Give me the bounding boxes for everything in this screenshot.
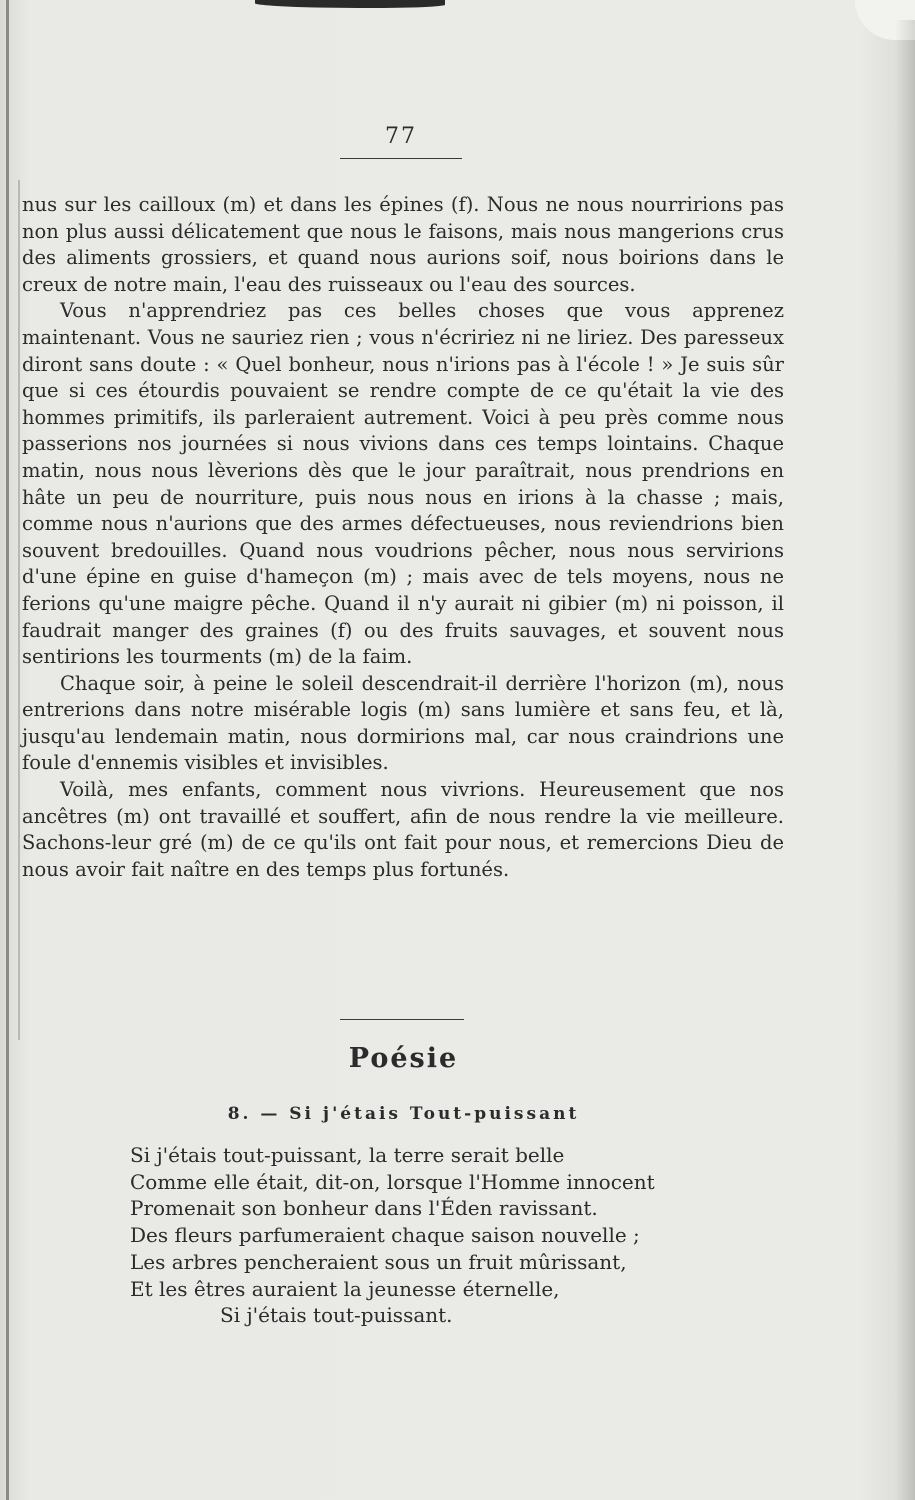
poem-line: Si j'étais tout-puissant, la terre serait belle (130, 1143, 565, 1167)
poem-line: Comme elle était, dit-on, lorsque l'Homme innocent (130, 1169, 655, 1194)
prose-text (22, 192, 784, 883)
prose-paragraph-1: nus sur les cailloux (m) et dans les épines (f). Nous ne nous nourririons pas non plus aussi délicatement que nous le faisons, mais nous mangerions crus des aliments grossiers, et quand nous aurions soif, nous boirions dans le creux de notre main, l'eau des ruisseaux ou l'eau des sources. (22, 193, 784, 296)
page-right-shadow (895, 20, 915, 1500)
poem-line: Promenait son bonheur dans l'Éden ravissant. (130, 1196, 598, 1221)
prose-paragraph-4: Voilà, mes enfants, comment nous vivrions. Heureusement que nos ancêtres (m) ont travaillé et souffert, afin de nous rendre la vie meilleure. Sachons-leur gré (m) de ce qu'ils ont fait pour nous, et remercions Dieu de nous avoir fait naître en des temps plus fortunés. (22, 778, 784, 881)
prose-paragraph-3: Chaque soir, à peine le soleil descendrait-il derrière l'horizon (m), nous entrerions dans notre misérable logis (m) sans lumière et sans feu, et là, jusqu'au lendemain matin, nous dormirions mal, car nous craindrions une foule d'ennemis visibles et invisibles. (22, 671, 784, 775)
poem-line: Et les êtres auraient la jeunesse éternelle, (130, 1276, 560, 1301)
poem (130, 1142, 770, 1329)
poem-line: Les arbres pencheraient sous un fruit mûrissant, (130, 1249, 627, 1274)
page-number-rule (340, 158, 462, 159)
page-binding-edge (6, 0, 9, 1500)
top-ink-stain (255, 0, 445, 8)
section-divider (340, 1019, 464, 1020)
poem-title: 8. — Si j'étais Tout-puissant (227, 1104, 580, 1124)
page-number: 77 (385, 124, 417, 149)
poem-line: Des fleurs parfumeraient chaque saison nouvelle ; (130, 1223, 640, 1248)
page-margin-line (18, 180, 20, 1040)
prose-paragraph-2: Vous n'apprendriez pas ces belles choses que vous apprenez maintenant. Vous ne sauriez rien ; vous n'écririez ni ne liriez. Des paresseux diront sans doute : « Quel bonheur, nous n'irions pas à l'école ! » Je suis sûr que si ces étourdis pouvaient se rendre compte de ce qu'était la vie des hommes primitifs, ils parleraient autrement. Voici à peu près comme nous passerions nos journées si nous vivions dans ces temps lointains. Chaque matin, nous nous lèverions dès que le jour paraîtrait, nous prendrions en hâte un peu de nourriture, puis nous nous en irions à la chasse ; mais, comme nous n'aurions que des armes défectueuses, nous reviendrions bien souvent bredouilles. Quand nous voudrions pêcher, nous nous servirions d'une épine en guise d'hameçon (m) ; mais avec de tels moyens, nous ne ferions qu'une maigre pêche. Quand il n'y aurait ni gibier (m) ni poisson, il faudrait manger des graines (f) ou des fruits sauvages, et souvent nous sentirions les tourments (m) de la faim. (22, 299, 784, 669)
poem-refrain: Si j'étais tout-puissant. (220, 1303, 453, 1328)
section-heading: Poésie (348, 1043, 459, 1074)
